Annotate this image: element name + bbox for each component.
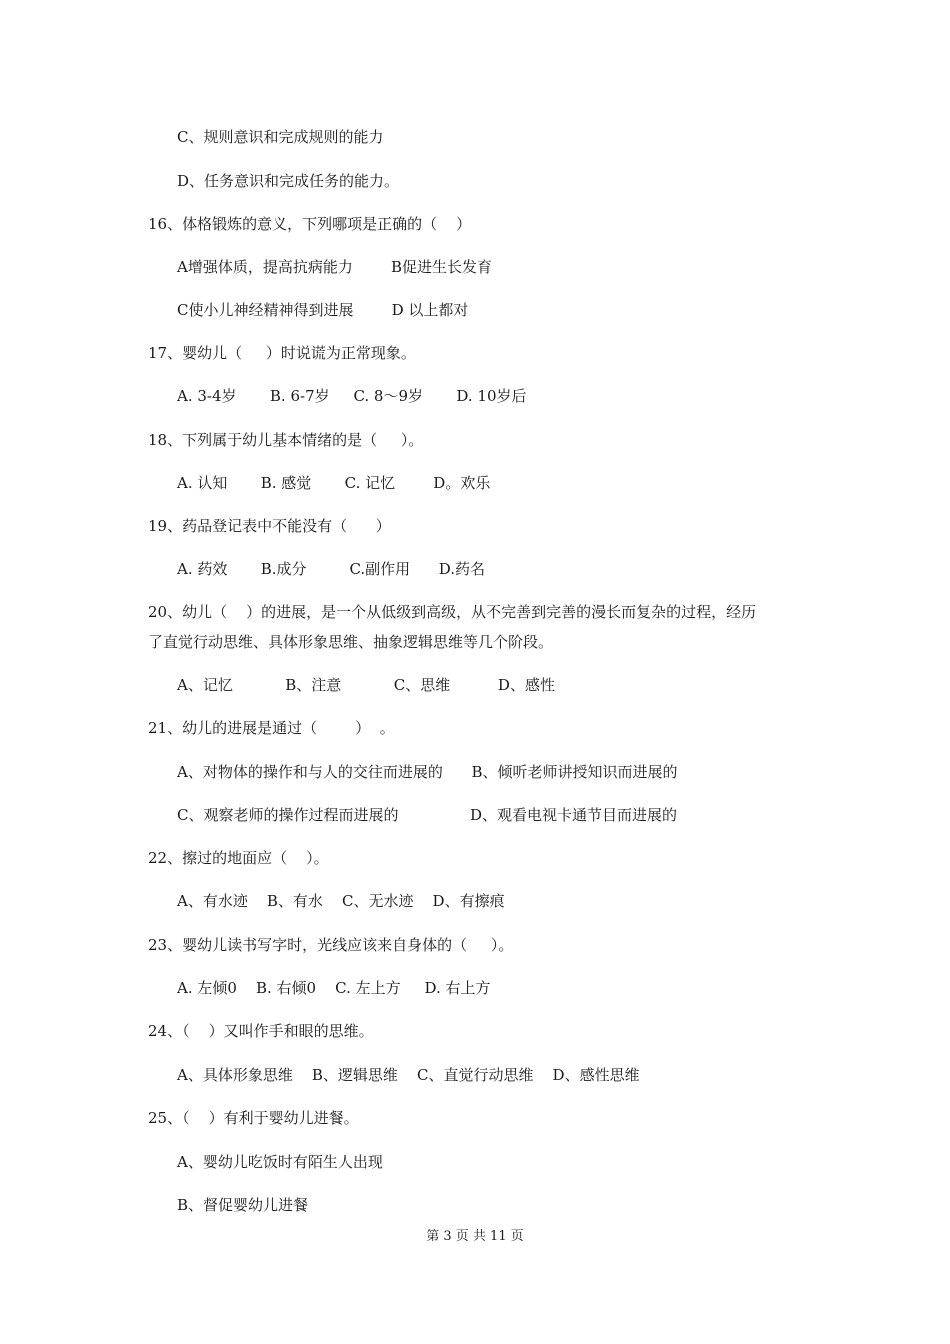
- question-20-line2: 了直觉行动思维、具体形象思维、抽象逻辑思维等几个阶段。: [148, 633, 554, 651]
- options-21-cd: C、观察老师的操作过程而进展的 D、观看电视卡通节目而进展的: [177, 806, 678, 824]
- options-16-cd: C使小儿神经精神得到进展 D 以上都对: [177, 301, 469, 319]
- options-23: A. 左倾0 B. 右倾0 C. 左上方 D. 右上方: [177, 979, 491, 997]
- question-16: 16、体格锻炼的意义，下列哪项是正确的（ ）: [148, 215, 472, 233]
- option-25b: B、督促婴幼儿进餐: [177, 1196, 309, 1214]
- options-18: A. 认知 B. 感觉 C. 记忆 D。欢乐: [177, 474, 491, 492]
- options-16-ab: A增强体质，提高抗病能力 B促进生长发育: [177, 258, 493, 276]
- question-24: 24、（ ）又叫作手和眼的思维。: [148, 1022, 374, 1040]
- options-21-ab: A、对物体的操作和与人的交往而进展的 B、倾听老师讲授知识而进展的: [177, 763, 678, 781]
- options-22: A、有水迹 B、有水 C、无水迹 D、有擦痕: [177, 892, 505, 910]
- question-17: 17、婴幼儿（ ）时说谎为正常现象。: [148, 344, 416, 362]
- option-25a: A、婴幼儿吃饭时有陌生人出现: [177, 1153, 383, 1171]
- question-22: 22、擦过的地面应（ ）。: [148, 849, 329, 867]
- question-23: 23、婴幼儿读书写字时，光线应该来自身体的（ ）。: [148, 936, 514, 954]
- option-15d: D、任务意识和完成任务的能力。: [177, 172, 400, 190]
- options-17: A. 3-4岁 B. 6-7岁 C. 8～9岁 D. 10岁后: [177, 387, 527, 405]
- option-15c: C、规则意识和完成规则的能力: [177, 128, 384, 146]
- question-21: 21、幼儿的进展是通过（ ） 。: [148, 719, 395, 737]
- options-20: A、记忆 B、注意 C、思维 D、感性: [177, 676, 555, 694]
- options-24: A、具体形象思维 B、逻辑思维 C、直觉行动思维 D、感性思维: [177, 1066, 640, 1084]
- question-20-line1: 20、幼儿（ ）的进展，是一个从低级到高级，从不完善到完善的漫长而复杂的过程，经历: [148, 603, 757, 621]
- page-footer: 第 3 页 共 11 页: [426, 1229, 524, 1244]
- options-19: A. 药效 B.成分 C.副作用 D.药名: [177, 560, 486, 578]
- question-19: 19、药品登记表中不能没有（ ）: [148, 517, 391, 535]
- question-25: 25、（ ）有利于婴幼儿进餐。: [148, 1109, 359, 1127]
- question-18: 18、下列属于幼儿基本情绪的是（ ）。: [148, 431, 424, 449]
